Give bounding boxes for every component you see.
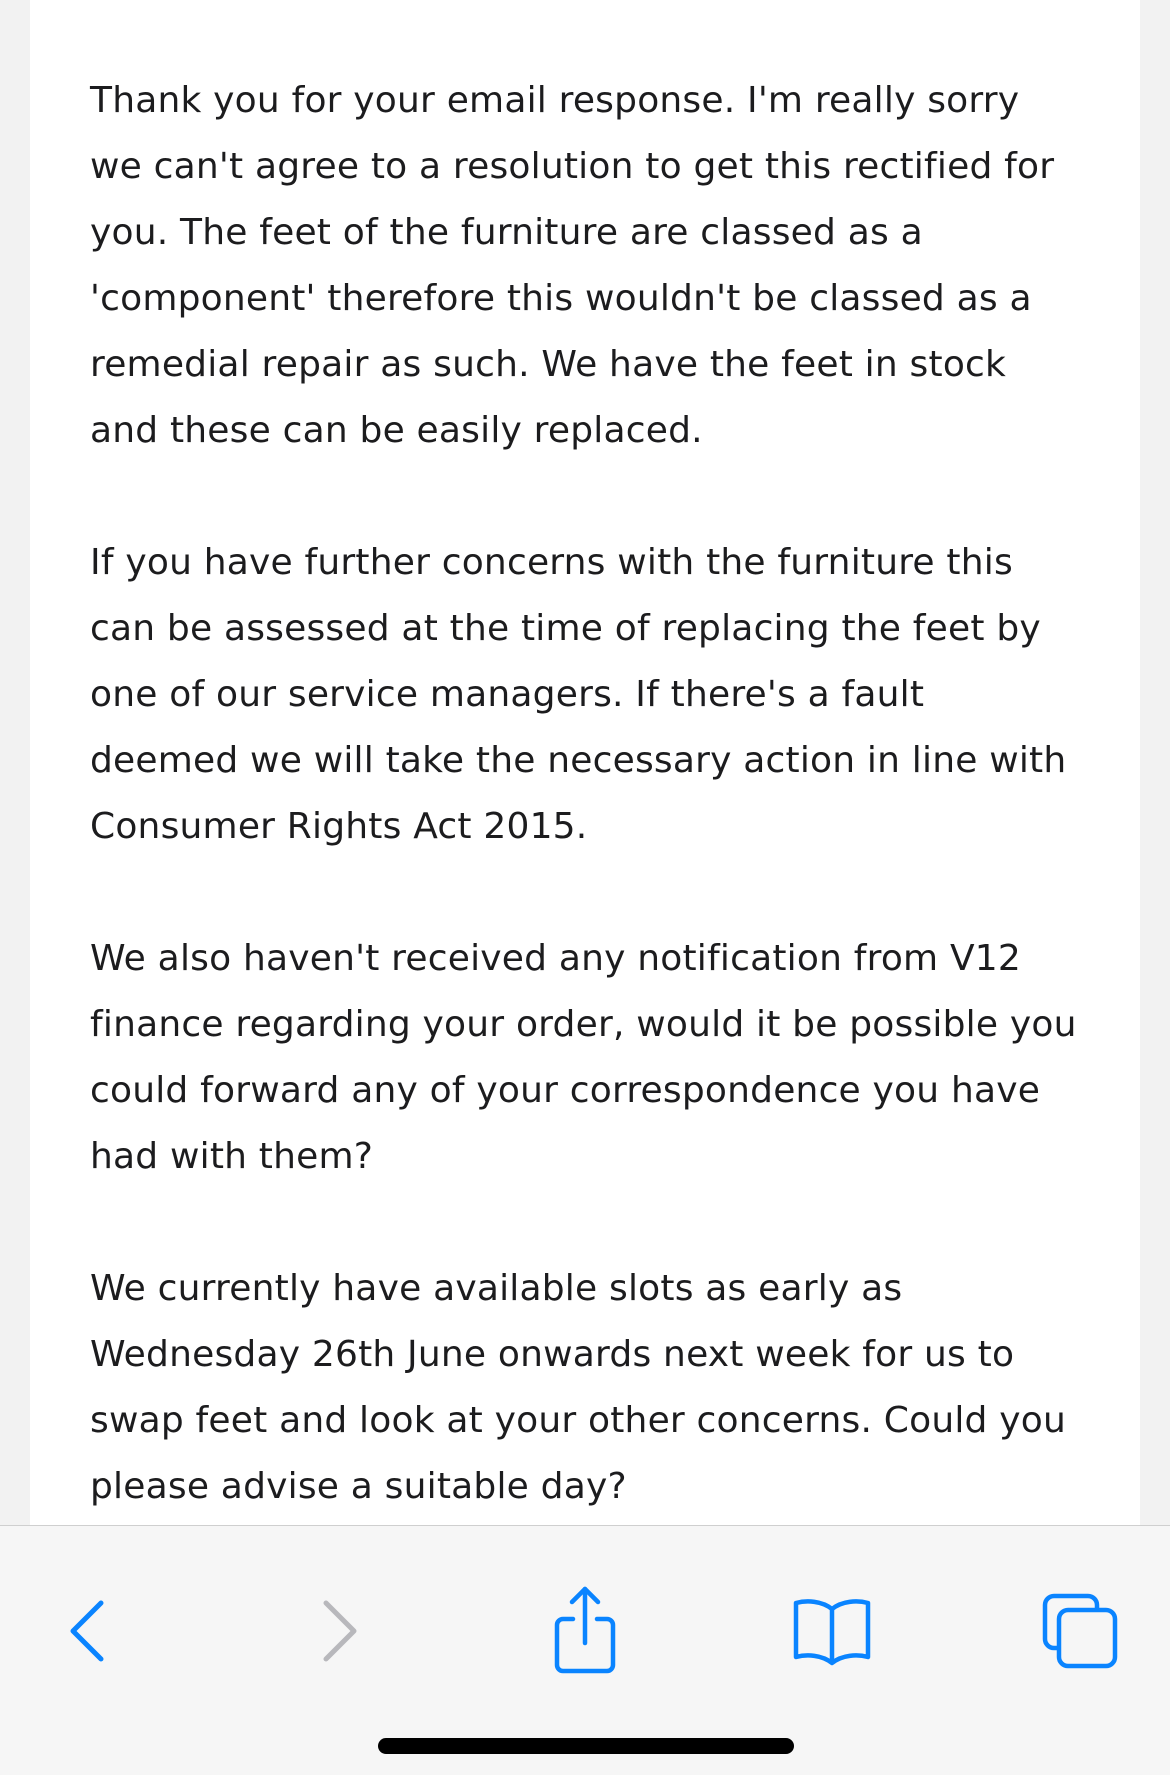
share-button[interactable] [525, 1566, 645, 1696]
tabs-button[interactable] [1020, 1566, 1140, 1696]
book-icon [787, 1591, 877, 1671]
email-paragraph [90, 530, 1100, 860]
email-text-line: Consumer Rights Act 2015. [90, 806, 588, 847]
email-text-line: Thank you for your email response. I'm really sorry [90, 80, 1020, 121]
forward-button[interactable] [280, 1566, 400, 1696]
email-text-line: finance regarding your order, would it be possible you [90, 1004, 1077, 1045]
email-text-line: had with them? [90, 1136, 374, 1177]
email-text-line: Wednesday 26th June onwards next week for us to [90, 1334, 1015, 1375]
email-text-line: can be assessed at the time of replacing the feet by [90, 608, 1041, 649]
email-text-line: you. The feet of the furniture are classed as a [90, 212, 923, 253]
email-text-line: We also haven't received any notification from V12 [90, 938, 1021, 979]
email-paragraph [90, 68, 1100, 464]
back-button[interactable] [27, 1566, 147, 1696]
email-content-card [30, 0, 1140, 1525]
bookmarks-button[interactable] [772, 1566, 892, 1696]
email-text-line: please advise a suitable day? [90, 1466, 627, 1507]
home-indicator [378, 1738, 794, 1754]
email-text-line: We currently have available slots as early as [90, 1268, 903, 1309]
email-text-line: could forward any of your correspondence you have [90, 1070, 1041, 1111]
email-text-line: swap feet and look at your other concerns. Could you [90, 1400, 1066, 1441]
chevron-right-icon [310, 1591, 370, 1671]
email-text-line: deemed we will take the necessary action in line with [90, 740, 1067, 781]
share-icon [545, 1581, 625, 1681]
email-text-line: 'component' therefore this wouldn't be classed as a [90, 278, 1032, 319]
email-text-line: and these can be easily replaced. [90, 410, 703, 451]
email-paragraph [90, 1256, 1100, 1520]
tabs-icon [1035, 1586, 1125, 1676]
email-body [90, 68, 1100, 1520]
browser-toolbar [0, 1525, 1170, 1775]
email-text-line: remedial repair as such. We have the feet in stock [90, 344, 1007, 385]
email-text-line: we can't agree to a resolution to get this rectified for [90, 146, 1055, 187]
email-paragraph [90, 926, 1100, 1190]
email-text-line: one of our service managers. If there's a fault [90, 674, 925, 715]
chevron-left-icon [57, 1591, 117, 1671]
email-text-line: If you have further concerns with the furniture this [90, 542, 1013, 583]
